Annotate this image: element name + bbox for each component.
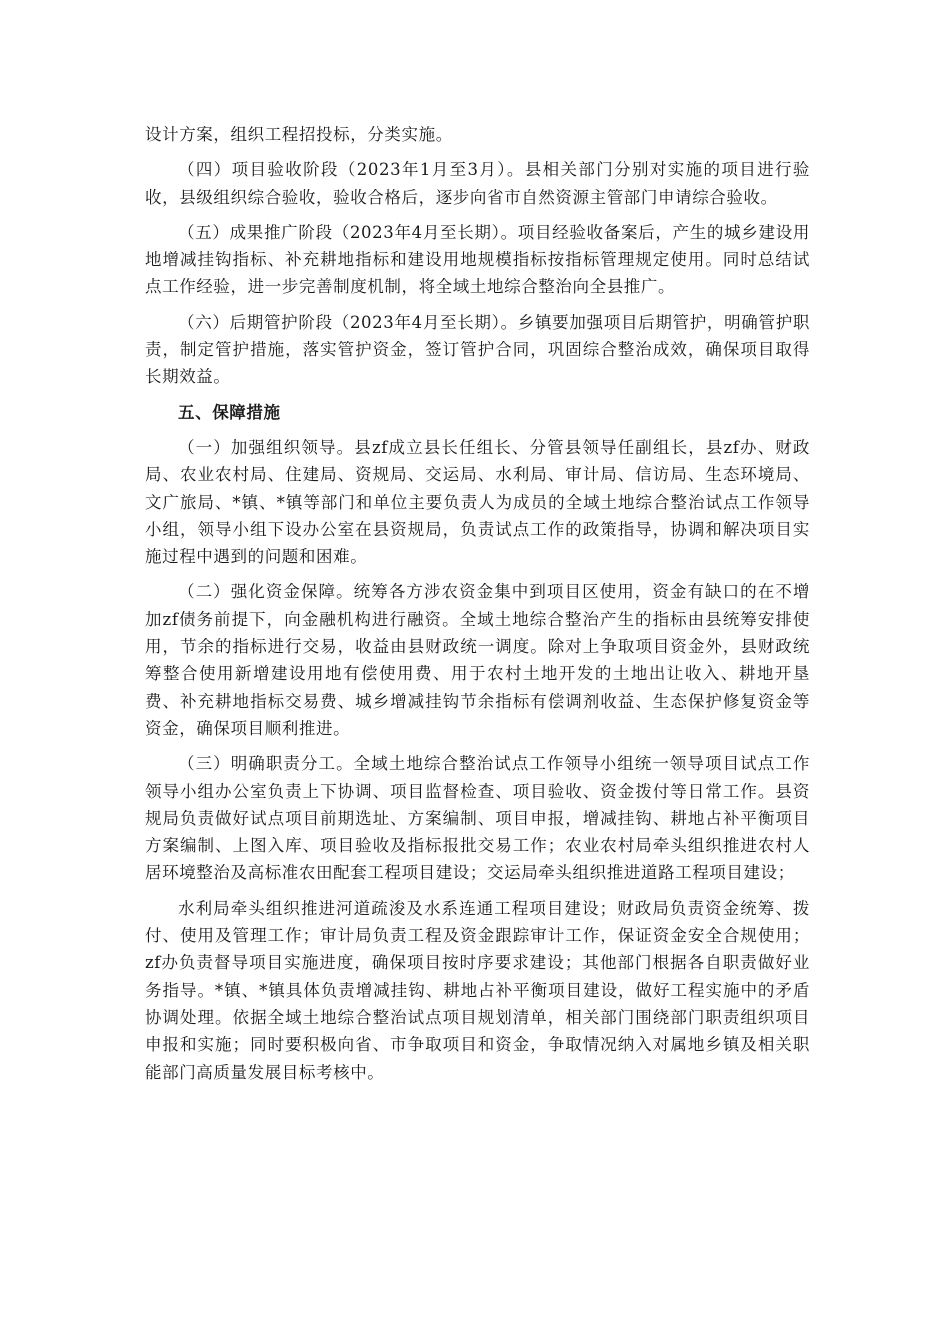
paragraph-funding-guarantee: （二）强化资金保障。统筹各方涉农资金集中到项目区使用，资金有缺口的在不增加zf债务前提下，向金融机构进行融资。全域土地综合整治产生的指标由县统筹安排使用，节余的指标进行交易，收益由县财政统一调度。除对上争取项目资金外，县财政统筹整合使用新增建设用地有偿使用费、用于农村土地开发的土地出让收入、耕地开垦费、补充耕地指标交易费、城乡增减挂钩节余指标有偿调剂收益、生态保护修复资金等资金，确保项目顺利推进。: [145, 582, 810, 738]
document-body: [145, 121, 810, 1094]
paragraph-responsibilities: （三）明确职责分工。全域土地综合整治试点工作领导小组统一领导项目试点工作领导小组办公室负责上下协调、项目监督检查、项目验收、资金拨付等日常工作。县资规局负责做好试点项目前期选址、方案编制、项目申报，增减挂钩、耕地占补平衡项目方案编制、上图入库、项目验收及指标报批交易工作；农业农村局牵头组织推进农村人居环境整治及高标准农田配套工程项目建设；交运局牵头组织推进道路工程项目建设；: [145, 754, 810, 883]
paragraph-organization-leadership: （一）加强组织领导。县zf成立县长任组长、分管县领导任副组长，县zf办、财政局、农业农村局、住建局、资规局、交运局、水利局、审计局、信访局、生态环境局、文广旅局、*镇、*镇等部门和单位主要负责人为成员的全域土地综合整治试点工作领导小组，领导小组下设办公室在县资规局，负责试点工作的政策指导，协调和解决项目实施过程中遇到的问题和困难。: [145, 437, 810, 567]
paragraph-continuation: 设计方案，组织工程招投标，分类实施。: [145, 125, 453, 144]
paragraph-acceptance-stage: （四）项目验收阶段（2023年1月至3月）。县相关部门分别对实施的项目进行验收，县级组织综合验收，验收合格后，逐步向省市自然资源主管部门申请综合验收。: [145, 160, 810, 207]
paragraph-maintenance-stage: （六）后期管护阶段（2023年4月至长期）。乡镇要加强项目后期管护，明确管护职责，制定管护措施，落实管护资金，签订管护合同，巩固综合整治成效，确保项目取得长期效益。: [145, 312, 810, 387]
paragraph-promotion-stage: （五）成果推广阶段（2023年4月至长期）。项目经验收备案后，产生的城乡建设用地增减挂钩指标、补充耕地指标和建设用地规模指标按指标管理规定使用。同时总结试点工作经验，进一步完善制度机制，将全域土地综合整治向全县推广。: [145, 222, 810, 297]
paragraph-responsibilities-continued: 水利局牵头组织推进河道疏浚及水系连通工程项目建设；财政局负责资金统筹、拨付、使用及管理工作；审计局负责工程及资金跟踪审计工作，保证资金安全合规使用；zf办负责督导项目实施进度，确保项目按时序要求建设；其他部门根据各自职责做好业务指导。*镇、*镇具体负责增减挂钩、耕地占补平衡项目建设，做好工程实施中的矛盾协调处理。依据全域土地综合整治试点项目规划清单，相关部门围绕部门职责组织项目申报和实施；同时要积极向省、市争取项目和资金，争取情况纳入对属地乡镇及相关职能部门高质量发展目标考核中。: [145, 898, 810, 1082]
section-heading-safeguards: 五、保障措施: [178, 402, 281, 422]
